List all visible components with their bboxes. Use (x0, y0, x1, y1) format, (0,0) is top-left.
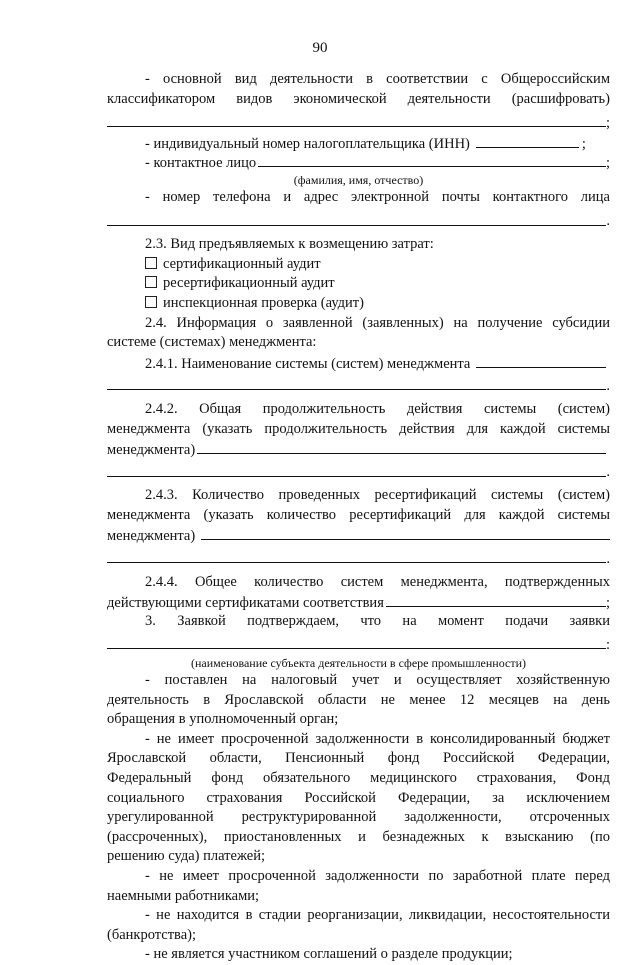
fill-line[interactable] (107, 463, 610, 483)
option-label: инспекционная проверка (аудит) (163, 294, 364, 311)
text-line: - не является участником соглашений о разделе продукции; (145, 946, 513, 963)
section-heading: 2.3. Вид предъявляемых к возмещению затрат: (145, 236, 434, 253)
line-end: : (605, 637, 610, 654)
text-line: Федеральный фонд обязательного медицинского страхования, Фонд (107, 770, 610, 786)
s241-label: 2.4.1. Наименование системы (систем) менеджмента (145, 355, 471, 372)
line-end: ; (605, 114, 610, 131)
inn-row (107, 133, 610, 153)
inn-label: - индивидуальный номер налогоплательщика (ИНН) (145, 135, 470, 152)
text-line: классификатором видов экономической деятельности (расшифровать) (107, 90, 610, 107)
text-line: урегулированной реструктурированной задолженности, отсроченных (107, 809, 610, 826)
text-line: 2.4. Информация о заявленной (заявленных) на получение субсидии (145, 314, 610, 331)
page-content (107, 70, 610, 965)
option-label: сертификационный аудит (163, 255, 321, 272)
s244-field[interactable] (386, 592, 606, 607)
line-end: . (606, 464, 610, 481)
contact-field[interactable] (258, 152, 606, 167)
s242-row (107, 439, 610, 459)
text-line: 3. Заявкой подтверждаем, что на момент подачи заявки (145, 612, 610, 629)
text-line: наемными работниками; (107, 887, 260, 904)
s241-field[interactable] (476, 353, 606, 368)
checkbox-icon[interactable] (145, 257, 157, 269)
s241-row (107, 353, 610, 373)
checkbox-option[interactable] (107, 294, 610, 314)
contact-row (107, 152, 610, 172)
text-line: - основной вид деятельности в соответствии с Общероссийским (145, 71, 610, 87)
text-line: системе (системах) менеджмента: (107, 334, 317, 351)
line-end: ; (605, 155, 610, 172)
entity-caption: (наименование субъекта деятельности в сфере промышленности) (190, 656, 527, 671)
text-line: обращения в уполномоченный орган; (107, 711, 339, 728)
text-line: социального страхования Российской Федерации, за исключением (107, 789, 610, 806)
s242-field[interactable] (197, 439, 606, 454)
checkbox-icon[interactable] (145, 296, 157, 308)
line-end: . (606, 213, 610, 230)
page-number: 90 (312, 40, 328, 56)
text-line: деятельность в Ярославской области не менее 12 месяцев на день (107, 691, 610, 708)
fill-line[interactable] (107, 113, 610, 133)
checkbox-option[interactable] (107, 255, 610, 275)
s243-label: менеджмента) (107, 528, 196, 545)
fill-line[interactable] (107, 376, 610, 396)
line-end: . (606, 377, 610, 394)
text-line: 2.4.3. Количество проведенных ресертификаций системы (систем) (145, 487, 610, 504)
text-line: (рассроченных), приостановленных и безнадежных к взысканию (по (107, 828, 610, 845)
text-line: - поставлен на налоговый учет и осуществляет хозяйственную (145, 672, 610, 689)
s243-field[interactable] (201, 525, 610, 540)
s244-label: действующими сертификатами соответствия (107, 595, 384, 612)
line-end: ; (581, 135, 586, 152)
text-line: менеджмента (указать количество ресертификаций для каждой системы (107, 506, 610, 523)
line-end: . (606, 550, 610, 567)
checkbox-option[interactable] (107, 274, 610, 294)
s242-label: менеджмента) (107, 442, 196, 459)
checkbox-icon[interactable] (145, 276, 157, 288)
text-line: 2.4.2. Общая продолжительность действия системы (систем) (145, 400, 610, 417)
fill-line[interactable] (107, 212, 610, 232)
fill-line[interactable] (107, 549, 610, 569)
text-line: - номер телефона и адрес электронной почты контактного лица (145, 188, 610, 205)
text-line: менеджмента (указать продолжительность действия для каждой системы (107, 420, 610, 437)
text-line: (банкротства); (107, 926, 196, 943)
text-line: решению суда) платежей; (107, 848, 265, 865)
fill-line[interactable] (107, 635, 610, 655)
text-line: 2.4.4. Общее количество систем менеджмента, подтвержденных (145, 573, 610, 590)
inn-field[interactable] (476, 133, 579, 148)
text-line: - не имеет просроченной задолженности в консолидированный бюджет (145, 730, 610, 747)
s243-row (107, 525, 610, 545)
text-line: - не имеет просроченной задолженности по заработной плате перед (145, 867, 610, 884)
line-end: ; (605, 595, 610, 612)
text-line: Ярославской области, Пенсионный фонд Российской Федерации, (107, 750, 610, 767)
contact-label: - контактное лицо (145, 155, 257, 172)
option-label: ресертификационный аудит (163, 275, 335, 292)
contact-caption: (фамилия, имя, отчество) (293, 172, 424, 187)
s244-row (107, 592, 610, 612)
text-line: - не находится в стадии реорганизации, ликвидации, несостоятельности (145, 907, 610, 924)
